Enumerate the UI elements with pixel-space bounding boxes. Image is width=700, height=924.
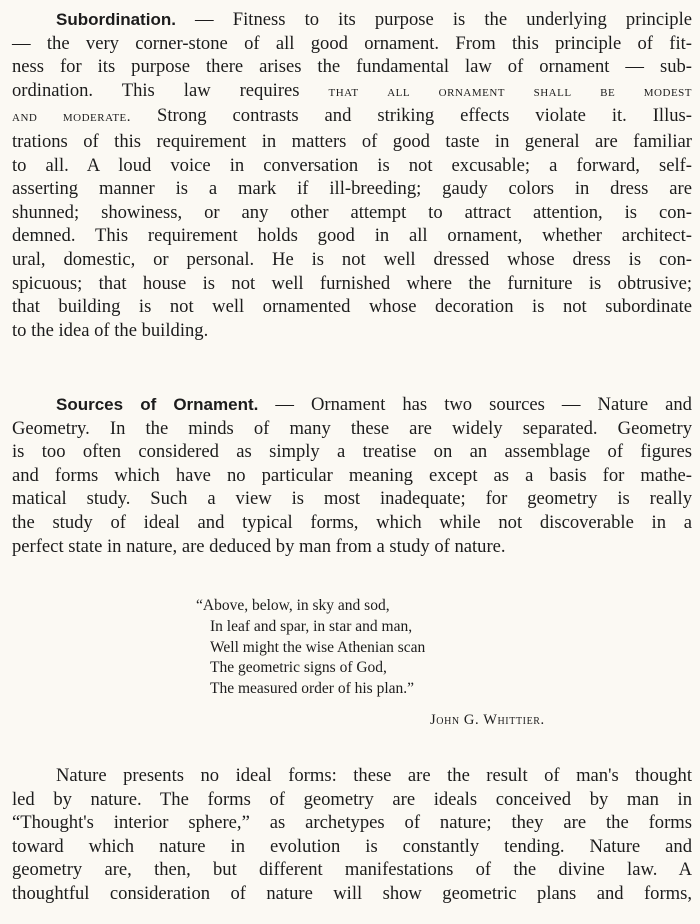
text-line: thoughtful consideration of nature will show geometric plans and forms, [12,882,692,904]
text-line: the study of ideal and typical forms, which while not discoverable in a [12,511,692,533]
section-heading-sources: Sources of Ornament. [56,395,259,414]
text-line [12,79,692,105]
text-line: to the idea of the building. [12,319,209,341]
poem-line: “Above, below, in sky and sod, [196,597,390,614]
text-line: is too often considered as simply a treatise on an assemblage of figures [12,441,692,463]
poem-line: The measured order of his plan.” [210,680,415,698]
text-line: and forms which have no particular meaning except as a basis for mathe- [12,464,692,486]
text-line: that building is not well ornamented whose decoration is not subordinate [12,296,692,318]
text-span: ordination. This law requires [12,79,329,101]
text-span: — Fitness to its purpose is the underlying principle [175,9,692,30]
paragraph-sources-of-ornament [12,393,692,558]
text-line: “Thought's interior sphere,” as archetypes of nature; they are the forms [12,812,692,834]
text-line: Geometry. In the minds of many these are widely separated. Geometry [12,417,692,439]
poem-line: In leaf and spar, in star and man, [210,617,413,635]
text-line: geometry are, then, but different manifestations of the divine law. A [12,859,692,881]
section-heading-subordination: Subordination. [56,10,176,29]
text-line: led by nature. The forms of geometry are ideals conceived by man in [12,788,692,810]
text-line: to all. A loud voice in conversation is not excusable; a forward, self- [12,154,692,176]
text-line: Nature presents no ideal forms: these are the result of man's thought [56,765,692,786]
text-line: toward which nature in evolution is constantly tending. Nature and [12,835,692,857]
text-line [12,393,692,417]
text-line: perfect state in nature, are deduced by man from a study of nature. [12,535,506,557]
paragraph-nature [12,764,692,906]
text-line: asserting manner is a mark if ill-breeding; gaudy colors in dress are [12,178,692,200]
text-span: Strong contrasts and striking effects violate it. Illus- [131,105,692,127]
text-line: demned. This requirement holds good in all ornament, whether architect- [12,225,692,247]
poem-attribution: John G. Whittier. [430,712,545,728]
poem-quote [196,596,425,700]
text-line: matical study. Such a view is most inadequate; for geometry is really [12,488,692,510]
text-line: ness for its purpose there arises the fundamental law of ornament — sub- [12,56,692,78]
text-line [12,8,692,32]
text-line [12,104,692,130]
text-line: shunned; showiness, or any other attempt to attract attention, is con- [12,201,692,223]
paragraph-subordination [12,8,692,342]
text-line: trations of this requirement in matters of good taste in general are familiar [12,130,692,152]
text-line: ural, domestic, or personal. He is not well dressed whose dress is con- [12,248,692,270]
text-line: spicuous; that house is not well furnished where the furniture is obtrusive; [12,272,692,294]
poem-line: The geometric signs of God, [210,659,387,677]
text-span: — Ornament has two sources — Nature and [258,394,692,415]
poem-line: Well might the wise Athenian scan [210,638,426,656]
text-line: — the very corner-stone of all good ornament. From this principle of fit- [12,32,692,54]
small-caps-text: that all ornament shall be modest [328,83,693,100]
small-caps-text: and moderate. [12,109,132,126]
